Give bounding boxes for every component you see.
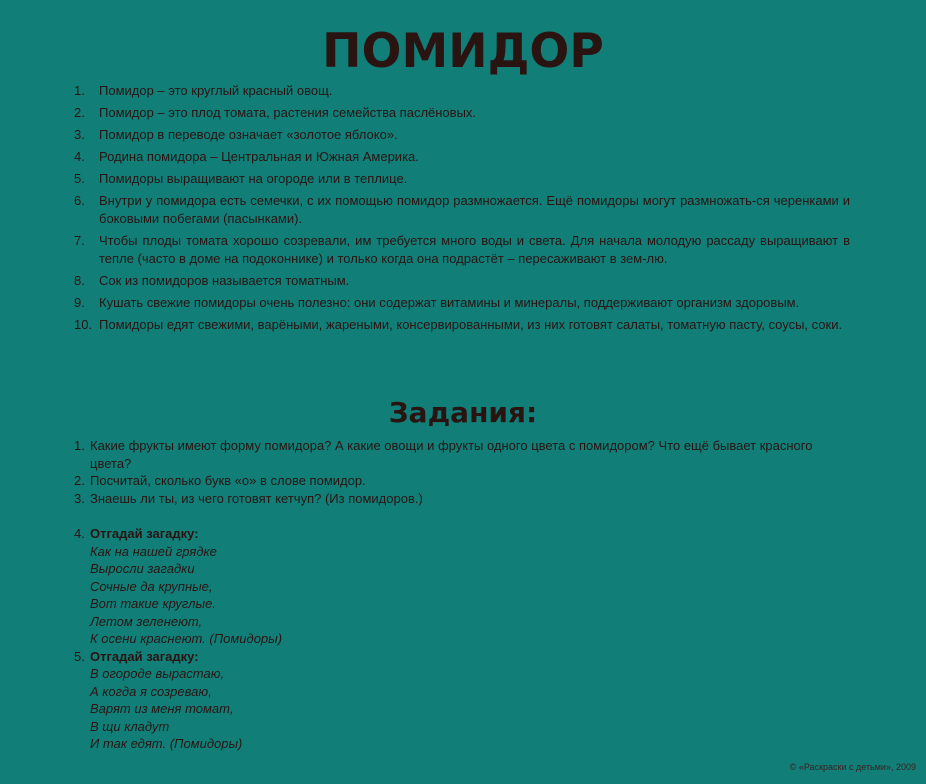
facts-list	[74, 82, 850, 338]
riddle-line: В щи кладут	[90, 718, 170, 734]
task-item	[74, 437, 850, 472]
fact-text: Сок из помидоров называется томатным.	[99, 273, 350, 288]
riddle-line: Как на нашей грядке	[90, 543, 217, 559]
riddle-heading	[74, 648, 850, 666]
riddle-line: Выросли загадки	[90, 561, 195, 576]
fact-text: Помидор – это круглый красный овощ.	[99, 83, 333, 98]
fact-text: Родина помидора – Центральная и Южная Америка.	[99, 149, 419, 164]
spacer	[74, 507, 850, 525]
fact-text: Помидор – это плод томата, растения семейства паслёновых.	[99, 105, 477, 120]
fact-number: 5.	[74, 171, 85, 186]
fact-item	[74, 148, 850, 166]
fact-number: 7.	[74, 233, 85, 248]
fact-item	[74, 272, 850, 290]
fact-number: 4.	[74, 149, 85, 164]
fact-text: Кушать свежие помидоры очень полезно: они содержат витамины и минералы, поддерживают организм здоровым.	[99, 295, 800, 310]
riddle-line: А когда я созреваю,	[90, 683, 212, 699]
fact-text: Помидоры едят свежими, варёными, жареными, консервированными, из них готовят салаты, томатную пасту, соусы, соки.	[99, 317, 843, 332]
fact-item	[74, 170, 850, 188]
riddle-label: Отгадай загадку:	[90, 648, 199, 664]
fact-item	[74, 316, 850, 334]
riddle-line: Сочные да крупные,	[90, 578, 213, 594]
riddle-label: Отгадай загадку:	[90, 526, 199, 541]
fact-text: Помидор в переводе означает «золотое яблоко».	[99, 127, 398, 142]
task-number: 1.	[74, 438, 85, 453]
task-text: Знаешь ли ты, из чего готовят кетчуп? (Из помидоров.)	[90, 490, 423, 506]
riddle-line: В огороде вырастаю,	[90, 666, 225, 681]
fact-number: 2.	[74, 105, 85, 120]
fact-text: Внутри у помидора есть семечки, с их помощью помидор размножается. Ещё помидоры могут размножать-ся черенками и боковыми побегами (пасынками).	[99, 193, 850, 226]
fact-item	[74, 126, 850, 144]
tasks-section	[74, 437, 850, 753]
riddle-line: И так едят. (Помидоры)	[90, 736, 243, 751]
fact-number: 8.	[74, 273, 85, 288]
riddle-line: Вот такие круглые.	[90, 596, 216, 611]
fact-item	[74, 232, 850, 268]
fact-number: 9.	[74, 295, 85, 310]
fact-number: 1.	[74, 83, 85, 98]
page-title: ПОМИДОР	[322, 24, 604, 79]
fact-number: 10.	[74, 317, 93, 332]
task-item	[74, 472, 850, 490]
task-item	[74, 490, 850, 508]
task-number: 2.	[74, 473, 85, 488]
copyright-credit: © «Раскраски с детьми», 2009	[789, 762, 916, 772]
fact-number: 3.	[74, 127, 85, 142]
tasks-heading: Задания:	[388, 396, 538, 429]
task-text: Посчитай, сколько букв «о» в слове помидор.	[90, 473, 366, 488]
riddle-line: Варят из меня томат,	[90, 701, 234, 716]
riddle-number: 4.	[74, 526, 85, 541]
fact-item	[74, 294, 850, 312]
task-number: 3.	[74, 490, 85, 506]
riddle-number: 5.	[74, 648, 85, 664]
fact-item	[74, 82, 850, 100]
fact-item	[74, 192, 850, 228]
riddle-line: Летом зеленеют,	[90, 613, 203, 629]
riddle-line: К осени краснеют. (Помидоры)	[90, 631, 283, 646]
fact-text: Помидоры выращивают на огороде или в теплице.	[99, 171, 408, 186]
fact-text: Чтобы плоды томата хорошо созревали, им требуется много воды и света. Для начала молодую рассаду выращивают в тепле (часто в доме на подоконнике) и только когда она подрастёт – пересаживают в зем-лю.	[99, 233, 850, 266]
fact-number: 6.	[74, 193, 85, 208]
task-text: Какие фрукты имеют форму помидора? А какие овощи и фрукты одного цвета с помидором? Что ещё бывает красного цвета?	[90, 438, 813, 471]
riddle-heading	[74, 525, 850, 543]
fact-item	[74, 104, 850, 122]
